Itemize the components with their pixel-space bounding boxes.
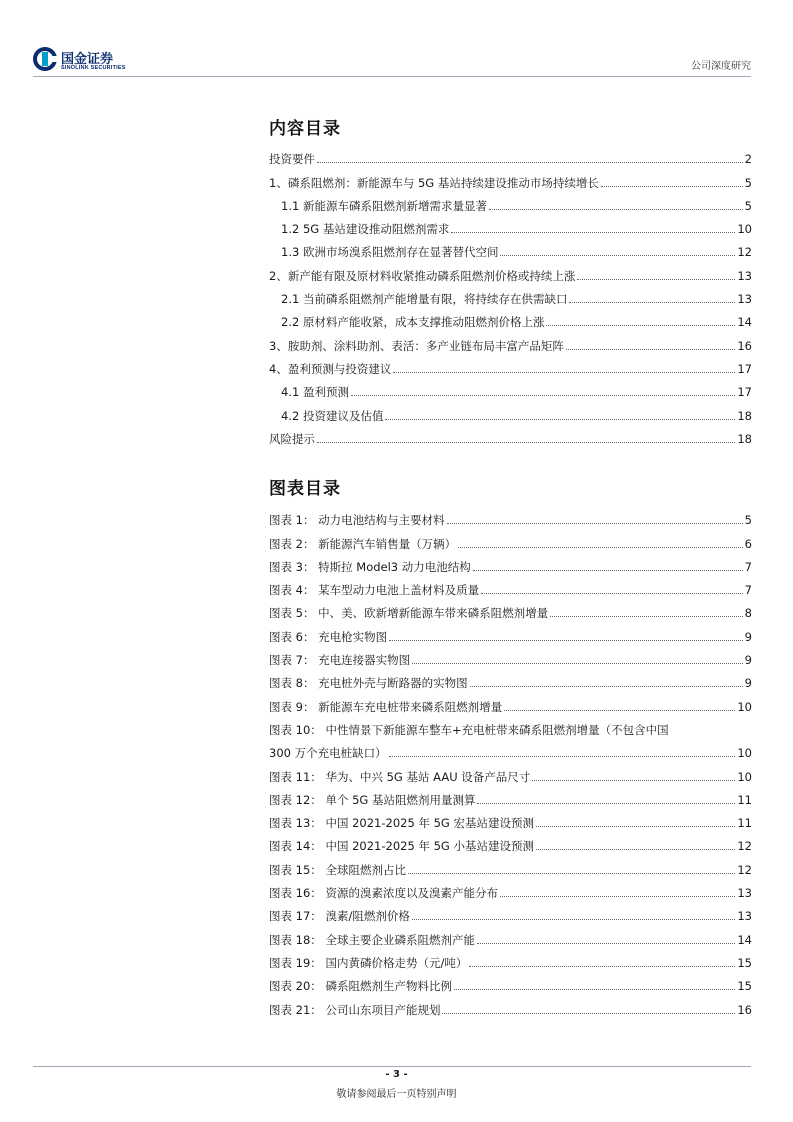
toc-entry[interactable]	[269, 376, 752, 399]
figure-entry[interactable]	[269, 947, 752, 970]
entry-page-number: 9	[744, 653, 752, 668]
footer-divider	[33, 1066, 751, 1067]
entry-page-number: 10	[737, 699, 752, 714]
entry-page-number: 15	[737, 979, 752, 994]
entry-title-continued: 300 万个充电桩缺口）	[269, 746, 387, 761]
figure-entry[interactable]	[269, 690, 752, 713]
dot-leader	[577, 279, 735, 280]
company-logo	[33, 46, 153, 74]
dot-leader	[351, 395, 735, 396]
entry-title: 图表 4： 某车型动力电池上盖材料及质量	[269, 583, 480, 598]
entry-title: 图表 2： 新能源汽车销售量（万辆）	[269, 536, 457, 551]
figure-entry[interactable]	[269, 807, 752, 830]
entry-line	[269, 737, 752, 760]
entry-title: 图表 8： 充电桩外壳与断路器的实物图	[269, 676, 468, 691]
entry-title: 图表 7： 充电连接器实物图	[269, 653, 411, 668]
entry-page-number: 10	[737, 746, 752, 761]
figure-entry[interactable]	[269, 923, 752, 946]
entry-title: 风险提示	[269, 431, 315, 446]
dot-leader	[408, 873, 735, 874]
dot-leader	[569, 302, 735, 303]
figure-entry[interactable]	[269, 527, 752, 550]
entry-title: 图表 18： 全球主要企业磷系阻燃剂产能	[269, 932, 475, 947]
dot-leader	[442, 1013, 735, 1014]
toc-entry[interactable]	[269, 213, 752, 236]
entry-page-number: 17	[737, 385, 752, 400]
entry-page-number: 13	[737, 292, 752, 307]
dot-leader	[458, 547, 743, 548]
entry-title: 2、新产能有限及原材料收紧推动磷系阻燃剂价格或持续上涨	[269, 268, 576, 283]
toc-entry[interactable]	[269, 190, 752, 213]
figure-entry[interactable]	[269, 877, 752, 900]
figure-entry[interactable]	[269, 551, 752, 574]
entry-title: 4.1 盈利预测	[281, 385, 349, 400]
entry-page-number: 7	[744, 559, 752, 574]
figures-title: 图表目录	[269, 479, 341, 499]
header-divider	[33, 76, 751, 77]
footer-disclaimer: 敬请参阅最后一页特别声明	[336, 1089, 457, 1100]
entry-title: 3、胺助剂、涂料助剂、表活：多产业链布局丰富产品矩阵	[269, 338, 564, 353]
dot-leader	[550, 616, 743, 617]
entry-title: 2.2 原材料产能收紧，成本支撑推动阻燃剂价格上涨	[281, 315, 545, 330]
dot-leader	[454, 989, 735, 990]
dot-leader	[473, 570, 743, 571]
figure-entry[interactable]	[269, 993, 752, 1016]
entry-page-number: 15	[737, 955, 752, 970]
entry-title: 图表 19： 国内黄磷价格走势（元/吨）	[269, 955, 468, 970]
dot-leader	[447, 523, 743, 524]
entry-title: 1.3 欧洲市场溴系阻燃剂存在显著替代空间	[281, 245, 499, 260]
entry-page-number: 18	[737, 408, 752, 423]
entry-page-number: 16	[737, 1002, 752, 1017]
figure-entry[interactable]	[269, 504, 752, 527]
entry-title: 图表 15： 全球阻燃剂占比	[269, 862, 406, 877]
entry-page-number: 16	[737, 338, 752, 353]
figure-entry[interactable]	[269, 760, 752, 783]
dot-leader	[489, 209, 743, 210]
document-type: 公司深度研究	[691, 61, 751, 72]
dot-leader	[389, 756, 736, 757]
entry-title: 图表 20： 磷系阻燃剂生产物料比例	[269, 979, 452, 994]
toc-entry[interactable]	[269, 259, 752, 282]
entry-page-number: 14	[737, 932, 752, 947]
entry-page-number: 10	[737, 222, 752, 237]
dot-leader	[601, 186, 743, 187]
entry-page-number: 2	[744, 152, 752, 167]
dot-leader	[532, 780, 735, 781]
entry-page-number: 13	[737, 909, 752, 924]
dot-leader	[317, 442, 735, 443]
page-number: - 3 -	[385, 1069, 408, 1080]
entry-page-number: 10	[737, 769, 752, 784]
entry-page-number: 12	[737, 245, 752, 260]
figure-entry[interactable]	[269, 784, 752, 807]
dot-leader	[481, 593, 743, 594]
dot-leader	[477, 943, 735, 944]
dot-leader	[451, 232, 735, 233]
entry-title: 图表 1： 动力电池结构与主要材料	[269, 513, 445, 528]
entry-title: 2.1 当前磷系阻燃剂产能增量有限，将持续存在供需缺口	[281, 292, 568, 307]
entry-title: 4、盈利预测与投资建议	[269, 361, 392, 376]
dot-leader	[536, 826, 735, 827]
entry-page-number: 5	[744, 175, 752, 190]
entry-page-number: 9	[744, 629, 752, 644]
contents-list	[269, 143, 752, 446]
figure-entry[interactable]	[269, 574, 752, 597]
entry-title: 图表 3： 特斯拉 Model3 动力电池结构	[269, 559, 471, 574]
entry-page-number: 6	[744, 536, 752, 551]
entry-title: 图表 13： 中国 2021-2025 年 5G 宏基站建设预测	[269, 816, 534, 831]
entry-page-number: 9	[744, 676, 752, 691]
entry-page-number: 13	[737, 886, 752, 901]
entry-title: 1.2 5G 基站建设推动阻燃剂需求	[281, 222, 450, 237]
toc-entry[interactable]	[269, 329, 752, 352]
entry-title: 投资要件	[269, 152, 315, 167]
entry-page-number: 11	[737, 816, 752, 831]
toc-entry[interactable]	[269, 166, 752, 189]
figure-entry[interactable]	[269, 853, 752, 876]
entry-page-number: 13	[737, 268, 752, 283]
dot-leader	[412, 663, 743, 664]
toc-entry[interactable]	[269, 353, 752, 376]
entry-page-number: 12	[737, 839, 752, 854]
entry-page-number: 11	[737, 792, 752, 807]
logo-chinese-name: 国金证券	[61, 52, 114, 67]
figure-entry[interactable]	[269, 644, 752, 667]
dot-leader	[536, 849, 735, 850]
toc-entry[interactable]	[269, 143, 752, 166]
logo-english-name: SINOLINK SECURITIES	[61, 65, 126, 71]
toc-entry[interactable]	[269, 236, 752, 259]
figure-entry[interactable]	[269, 620, 752, 643]
entry-title: 图表 9： 新能源车充电桩带来磷系阻燃剂增量	[269, 699, 503, 714]
entry-title: 1.1 新能源车磷系阻燃剂新增需求量显著	[281, 198, 487, 213]
entry-title: 图表 5： 中、美、欧新增新能源车带来磷系阻燃剂增量	[269, 606, 549, 621]
entry-title: 图表 6： 充电枪实物图	[269, 629, 388, 644]
figure-entry[interactable]	[269, 597, 752, 620]
entry-title: 1、磷系阻燃剂：新能源车与 5G 基站持续建设推动市场持续增长	[269, 175, 599, 190]
entry-page-number: 18	[737, 431, 752, 446]
toc-entry[interactable]	[269, 283, 752, 306]
entry-title: 图表 10： 中性情景下新能源车整车+充电桩带来磷系阻燃剂增量（不包含中国	[269, 722, 669, 737]
contents-title: 内容目录	[269, 119, 341, 139]
entry-page-number: 8	[744, 606, 752, 621]
dot-leader	[412, 919, 736, 920]
dot-leader	[546, 325, 735, 326]
dot-leader	[470, 686, 743, 687]
dot-leader	[393, 372, 735, 373]
dot-leader	[469, 966, 735, 967]
entry-page-number: 5	[744, 513, 752, 528]
figure-entry[interactable]	[269, 714, 752, 761]
entry-page-number: 7	[744, 583, 752, 598]
figure-entry[interactable]	[269, 830, 752, 853]
entry-page-number: 12	[737, 862, 752, 877]
entry-page-number: 14	[737, 315, 752, 330]
entry-page-number: 5	[744, 198, 752, 213]
entry-title: 图表 11： 华为、中兴 5G 基站 AAU 设备产品尺寸	[269, 769, 531, 784]
dot-leader	[477, 803, 735, 804]
entry-title: 4.2 投资建议及估值	[281, 408, 384, 423]
sinolink-logo-icon	[33, 46, 57, 72]
dot-leader	[385, 419, 735, 420]
figure-entry[interactable]	[269, 970, 752, 993]
dot-leader	[566, 349, 736, 350]
entry-title: 图表 21： 公司山东项目产能规划	[269, 1002, 441, 1017]
dot-leader	[504, 710, 735, 711]
toc-entry[interactable]	[269, 399, 752, 422]
figures-list	[269, 504, 752, 1017]
figure-entry[interactable]	[269, 900, 752, 923]
entry-page-number: 17	[737, 361, 752, 376]
dot-leader	[500, 255, 735, 256]
entry-title: 图表 17： 溴素/阻燃剂价格	[269, 909, 410, 924]
toc-entry[interactable]	[269, 306, 752, 329]
entry-title: 图表 14： 中国 2021-2025 年 5G 小基站建设预测	[269, 839, 534, 854]
dot-leader	[389, 640, 743, 641]
dot-leader	[317, 162, 743, 163]
toc-entry[interactable]	[269, 423, 752, 446]
page-header	[0, 0, 793, 80]
entry-title: 图表 16： 资源的溴素浓度以及溴素产能分布	[269, 886, 498, 901]
figure-entry[interactable]	[269, 667, 752, 690]
entry-title: 图表 12： 单个 5G 基站阻燃剂用量测算	[269, 792, 476, 807]
dot-leader	[500, 896, 735, 897]
